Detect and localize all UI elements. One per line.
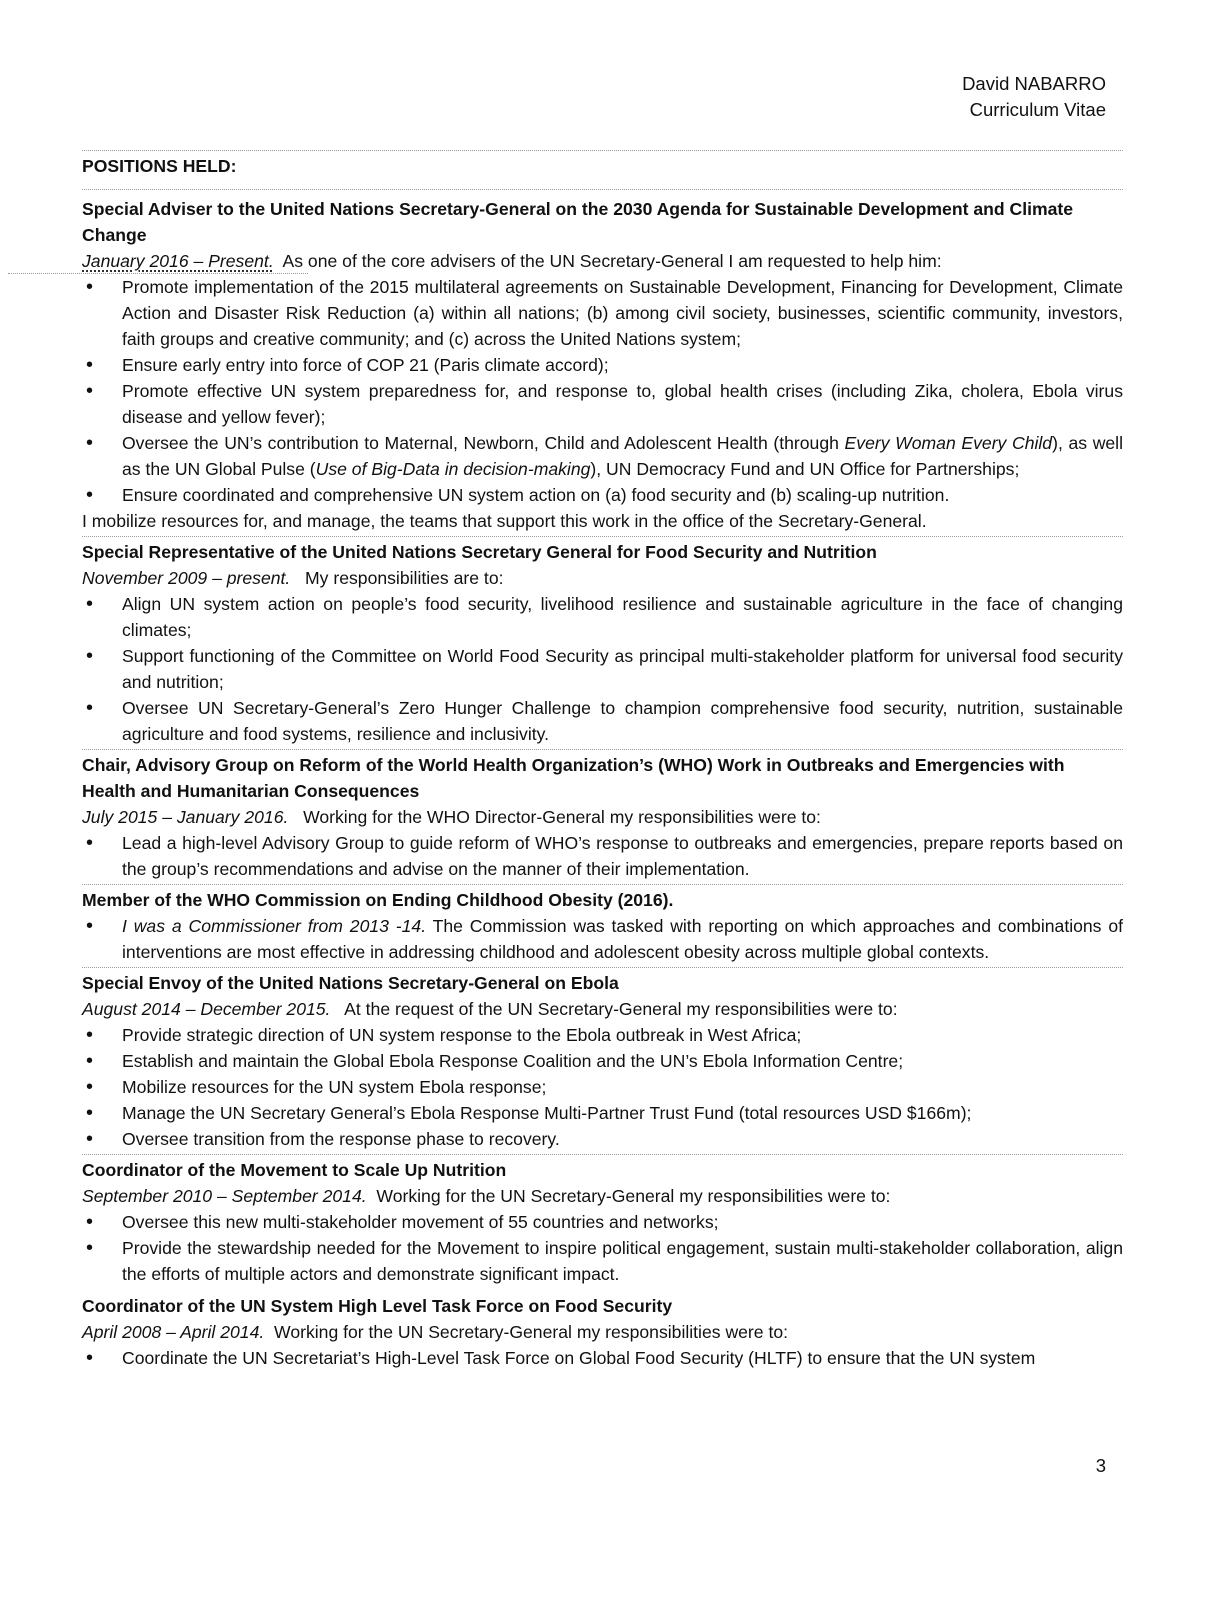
- position-period: [82, 1183, 1123, 1209]
- divider: [82, 884, 1123, 885]
- responsibility-list: [82, 830, 1123, 882]
- divider: [82, 967, 1123, 968]
- list-item: • Oversee transition from the response phase to recovery.: [82, 1126, 1123, 1152]
- page-header: [962, 71, 1106, 123]
- list-item-text: Oversee the UN’s contribution to Maternal, Newborn, Child and Adolescent Health (through: [122, 433, 845, 453]
- position-dates: November 2009 – present.: [82, 568, 291, 588]
- position-period: [82, 804, 1123, 830]
- list-item-text: The Commission was tasked with reporting on which approaches and combinations of interventions are most effective in addressing childhood and adolescent obesity across multiple global contexts.: [122, 916, 1123, 962]
- cv-content: [82, 150, 1123, 1371]
- responsibility-list: [82, 1345, 1123, 1371]
- position-entry: [82, 752, 1123, 882]
- position-title: Special Envoy of the United Nations Secretary-General on Ebola: [82, 973, 619, 993]
- position-period: [82, 248, 1123, 274]
- top-divider: [82, 150, 1123, 151]
- position-entry: [82, 887, 1123, 965]
- list-item: [82, 430, 1123, 482]
- list-item: • Support functioning of the Committee on World Food Security as principal multi-stakeholder platform for universal food security and nutrition;: [82, 643, 1123, 695]
- position-title: Member of the WHO Commission on Ending Childhood Obesity (2016).: [82, 890, 674, 910]
- position-entry: [82, 1293, 1123, 1371]
- program-description: Use of Big-Data in decision-making: [315, 459, 591, 479]
- position-title: Coordinator of the UN System High Level Task Force on Food Security: [82, 1296, 673, 1316]
- responsibility-list: [82, 274, 1123, 508]
- position-intro: As one of the core advisers of the UN Secretary-General I am requested to help him:: [282, 251, 942, 271]
- list-item: [82, 913, 1123, 965]
- position-title: Special Representative of the United Nations Secretary General for Food Security and Nutrition: [82, 542, 877, 562]
- list-item: • Oversee this new multi-stakeholder movement of 55 countries and networks;: [82, 1209, 1123, 1235]
- position-intro: Working for the UN Secretary-General my responsibilities were to:: [376, 1186, 891, 1206]
- position-intro: Working for the WHO Director-General my responsibilities were to:: [303, 807, 821, 827]
- responsibility-list: [82, 591, 1123, 747]
- list-item: • Ensure early entry into force of COP 21 (Paris climate accord);: [82, 352, 1123, 378]
- position-entry: [82, 1157, 1123, 1287]
- position-title: Special Adviser to the United Nations Secretary-General on the 2030 Agenda for Sustainable Development and Climate Change: [82, 199, 1074, 245]
- position-dates: January 2016 – Present.: [82, 251, 274, 271]
- list-item: • Promote implementation of the 2015 multilateral agreements on Sustainable Development, Financing for Development, Climate Action and Disaster Risk Reduction (a) within all nations; (b) among civil society, businesses, scientific community, investors, faith groups and creative community; and (c) across the United Nations system;: [82, 274, 1123, 352]
- position-intro: At the request of the UN Secretary-General my responsibilities were to:: [344, 999, 898, 1019]
- program-name: Every Woman Every Child: [844, 433, 1053, 453]
- document-type: Curriculum Vitae: [969, 99, 1106, 120]
- list-item: • Align UN system action on people’s food security, livelihood resilience and sustainable agriculture in the face of changing climates;: [82, 591, 1123, 643]
- divider: [82, 1154, 1123, 1155]
- position-dates: August 2014 – December 2015.: [82, 999, 331, 1019]
- position-intro: My responsibilities are to:: [305, 568, 504, 588]
- position-title: Coordinator of the Movement to Scale Up Nutrition: [82, 1160, 507, 1180]
- list-item: • Coordinate the UN Secretariat’s High-Level Task Force on Global Food Security (HLTF) to ensure that the UN system: [82, 1345, 1123, 1371]
- position-dates: September 2010 – September 2014.: [82, 1186, 367, 1206]
- list-item: • Promote effective UN system preparedness for, and response to, global health crises (including Zika, cholera, Ebola virus disease and yellow fever);: [82, 378, 1123, 430]
- list-item: • Oversee UN Secretary-General’s Zero Hunger Challenge to champion comprehensive food security, nutrition, sustainable agriculture and food systems, resilience and inclusivity.: [82, 695, 1123, 747]
- section-title: POSITIONS HELD:: [82, 156, 237, 176]
- position-period: [82, 565, 1123, 591]
- responsibility-list: [82, 1209, 1123, 1287]
- position-period: [82, 996, 1123, 1022]
- position-intro: Working for the UN Secretary-General my responsibilities were to:: [274, 1322, 789, 1342]
- list-item: • Provide the stewardship needed for the Movement to inspire political engagement, sustain multi-stakeholder collaboration, align the efforts of multiple actors and demonstrate significant impact.: [82, 1235, 1123, 1287]
- divider: [82, 189, 1123, 190]
- list-item: • Establish and maintain the Global Ebola Response Coalition and the UN’s Ebola Information Centre;: [82, 1048, 1123, 1074]
- list-item: • Ensure coordinated and comprehensive UN system action on (a) food security and (b) scaling-up nutrition.: [82, 482, 1123, 508]
- position-entry: [82, 970, 1123, 1152]
- position-period: [82, 1319, 1123, 1345]
- commissioner-period: I was a Commissioner from 2013 -14.: [122, 916, 427, 936]
- list-item: • Mobilize resources for the UN system Ebola response;: [82, 1074, 1123, 1100]
- position-entry: [82, 539, 1123, 747]
- list-item: • Provide strategic direction of UN system response to the Ebola outbreak in West Africa;: [82, 1022, 1123, 1048]
- list-item-text: ), UN Democracy Fund and UN Office for Partnerships;: [590, 459, 1020, 479]
- position-dates: April 2008 – April 2014.: [82, 1322, 265, 1342]
- page-number: 3: [1095, 1455, 1106, 1476]
- position-note: I mobilize resources for, and manage, the teams that support this work in the office of the Secretary-General.: [82, 511, 927, 531]
- responsibility-list: [82, 1022, 1123, 1152]
- divider: [82, 536, 1123, 537]
- list-item: • Lead a high-level Advisory Group to guide reform of WHO’s response to outbreaks and emergencies, prepare reports based on the group’s recommendations and advise on the manner of their implementation.: [82, 830, 1123, 882]
- position-title: Chair, Advisory Group on Reform of the World Health Organization’s (WHO) Work in Outbreaks and Emergencies with Health and Humanitarian Consequences: [82, 755, 1065, 801]
- author-name: David NABARRO: [962, 73, 1106, 94]
- divider: [82, 749, 1123, 750]
- responsibility-list: [82, 913, 1123, 965]
- list-item: • Manage the UN Secretary General’s Ebola Response Multi-Partner Trust Fund (total resources USD $166m);: [82, 1100, 1123, 1126]
- position-dates: July 2015 – January 2016.: [82, 807, 289, 827]
- position-entry: [82, 196, 1123, 534]
- list-item-text: ), as well as the UN Global Pulse (: [122, 433, 1123, 479]
